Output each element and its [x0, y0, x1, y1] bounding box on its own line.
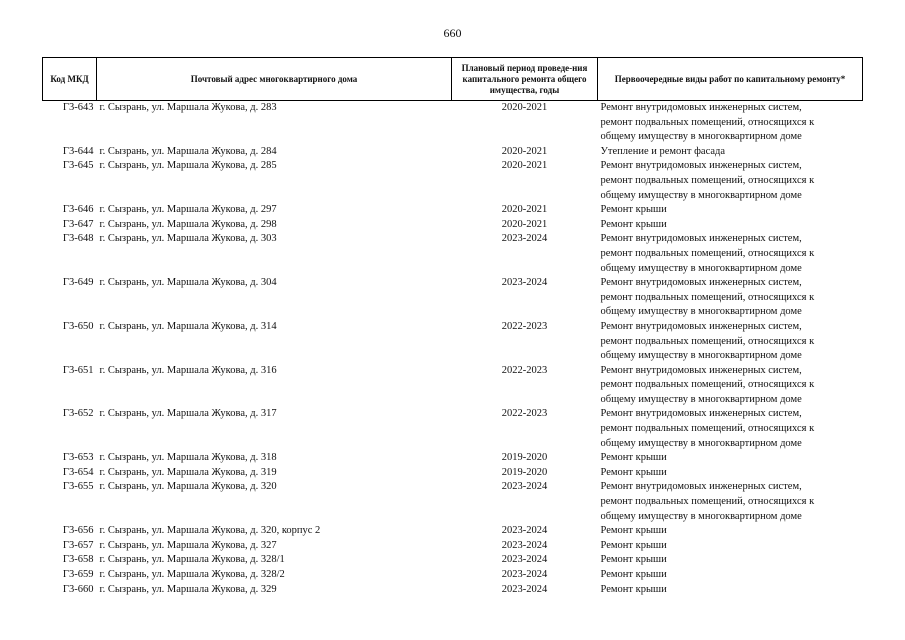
row-works — [598, 583, 863, 598]
row-period: 2020-2021 — [501, 102, 548, 113]
row-code: Г3-648 — [62, 233, 94, 245]
row-address: г. Сызрань, ул. Маршала Жукова, д. 320 — [99, 481, 277, 493]
works-line: общему имуществу в многоквартирном доме — [600, 189, 802, 201]
works-line: Ремонт крыши — [600, 452, 667, 464]
row-works — [598, 539, 863, 554]
table-row — [43, 218, 863, 233]
works-line: Ремонт крыши — [600, 466, 667, 478]
row-code: Г3-645 — [62, 160, 94, 172]
row-address: г. Сызрань, ул. Маршала Жукова, д. 317 — [99, 408, 277, 420]
works-line: Ремонт внутридомовых инженерных систем, — [600, 320, 802, 332]
works-line: ремонт подвальных помещений, относящихся к — [600, 291, 815, 303]
row-code: Г3-647 — [62, 218, 94, 230]
row-period: 2023-2024 — [501, 233, 548, 245]
header-works: Первоочередные виды работ по капитальному ремонту* — [598, 58, 863, 101]
row-code: Г3-652 — [62, 408, 94, 420]
table-body — [43, 101, 863, 598]
table-row — [43, 145, 863, 160]
row-code: Г3-650 — [62, 320, 94, 332]
table-row — [43, 203, 863, 218]
row-works — [598, 451, 863, 466]
row-code: Г3-644 — [62, 145, 94, 157]
row-address: г. Сызрань, ул. Маршала Жукова, д. 327 — [99, 539, 277, 551]
row-works — [598, 524, 863, 539]
row-period: 2023-2024 — [501, 481, 548, 493]
works-line: общему имуществу в многоквартирном доме — [600, 262, 802, 274]
capital-repair-table — [42, 57, 863, 597]
row-period: 2020-2021 — [501, 145, 548, 157]
row-period: 2022-2023 — [501, 320, 548, 332]
row-period: 2020-2021 — [501, 160, 548, 172]
row-address: г. Сызрань, ул. Маршала Жукова, д. 285 — [99, 160, 277, 172]
row-address: г. Сызрань, ул. Маршала Жукова, д. 314 — [99, 320, 277, 332]
table-row — [43, 159, 863, 203]
works-line: Ремонт внутридомовых инженерных систем, — [600, 160, 802, 172]
row-works — [598, 101, 863, 145]
row-works — [598, 568, 863, 583]
row-address: г. Сызрань, ул. Маршала Жукова, д. 328/1 — [99, 554, 285, 566]
row-works — [598, 276, 863, 320]
row-code: Г3-653 — [62, 452, 94, 464]
header-period: Плановый период проведе-ния капитального ремонта общего имущества, годы — [452, 58, 598, 101]
table-row — [43, 466, 863, 481]
row-works — [598, 203, 863, 218]
row-works — [598, 466, 863, 481]
header-address: Почтовый адрес многоквартирного дома — [97, 58, 452, 101]
works-line: ремонт подвальных помещений, относящихся к — [600, 423, 815, 435]
row-period: 2020-2021 — [501, 204, 548, 216]
works-line: Утепление и ремонт фасада — [600, 145, 726, 157]
works-line: общему имуществу в многоквартирном доме — [600, 437, 802, 449]
row-period: 2023-2024 — [501, 525, 548, 537]
works-line: Ремонт внутридомовых инженерных систем, — [600, 233, 802, 245]
row-address: г. Сызрань, ул. Маршала Жукова, д. 329 — [99, 583, 277, 595]
works-line: общему имуществу в многоквартирном доме — [600, 393, 802, 405]
table-row — [43, 276, 863, 320]
works-line: общему имуществу в многоквартирном доме — [600, 350, 802, 362]
works-line: ремонт подвальных помещений, относящихся к — [600, 174, 815, 186]
works-line: Ремонт крыши — [600, 525, 667, 537]
row-works — [598, 407, 863, 451]
row-works — [598, 364, 863, 408]
works-line: ремонт подвальных помещений, относящихся к — [600, 379, 815, 391]
works-line: общему имуществу в многоквартирном доме — [600, 306, 802, 318]
row-address: г. Сызрань, ул. Маршала Жукова, д. 283 — [99, 102, 277, 113]
row-code: Г3-659 — [62, 569, 94, 580]
row-period: 2022-2023 — [501, 364, 548, 376]
row-works — [598, 218, 863, 233]
row-period: 2020-2021 — [501, 218, 548, 230]
row-code: Г3-654 — [62, 466, 94, 478]
row-address: г. Сызрань, ул. Маршала Жукова, д. 284 — [99, 145, 277, 157]
row-period: 2023-2024 — [501, 277, 548, 289]
works-line: ремонт подвальных помещений, относящихся к — [600, 116, 815, 128]
table-row — [43, 583, 863, 598]
works-line: Ремонт внутридомовых инженерных систем, — [600, 481, 802, 493]
table-row — [43, 539, 863, 554]
row-works — [598, 159, 863, 203]
header-code: Код МКД — [43, 58, 97, 101]
works-line: ремонт подвальных помещений, относящихся к — [600, 247, 815, 259]
works-line: Ремонт крыши — [600, 569, 667, 580]
row-code: Г3-646 — [62, 204, 94, 216]
works-line: ремонт подвальных помещений, относящихся к — [600, 335, 815, 347]
row-period: 2023-2024 — [501, 583, 548, 595]
works-line: Ремонт внутридомовых инженерных систем, — [600, 277, 802, 289]
row-address: г. Сызрань, ул. Маршала Жукова, д. 328/2 — [99, 569, 285, 580]
row-code: Г3-655 — [62, 481, 94, 493]
row-address: г. Сызрань, ул. Маршала Жукова, д. 298 — [99, 218, 277, 230]
row-code: Г3-651 — [62, 364, 94, 376]
row-address: г. Сызрань, ул. Маршала Жукова, д. 318 — [99, 452, 277, 464]
row-address: г. Сызрань, ул. Маршала Жукова, д. 304 — [99, 277, 277, 289]
row-works — [598, 232, 863, 276]
row-address: г. Сызрань, ул. Маршала Жукова, д. 319 — [99, 466, 277, 478]
table-row — [43, 553, 863, 568]
works-line: Ремонт внутридомовых инженерных систем, — [600, 364, 802, 376]
works-line: общему имуществу в многоквартирном доме — [600, 510, 802, 522]
table-row — [43, 480, 863, 524]
works-line: Ремонт крыши — [600, 583, 667, 595]
works-line: Ремонт внутридомовых инженерных систем, — [600, 408, 802, 420]
works-line: Ремонт крыши — [600, 539, 667, 551]
row-period: 2023-2024 — [501, 569, 548, 580]
table-row — [43, 568, 863, 583]
row-works — [598, 553, 863, 568]
row-period: 2023-2024 — [501, 539, 548, 551]
works-line: Ремонт внутридомовых инженерных систем, — [600, 102, 802, 113]
table-row — [43, 101, 863, 145]
row-period: 2023-2024 — [501, 554, 548, 566]
row-period: 2019-2020 — [501, 466, 548, 478]
page-number: 660 — [443, 26, 462, 40]
row-address: г. Сызрань, ул. Маршала Жукова, д. 303 — [99, 233, 277, 245]
table-row — [43, 320, 863, 364]
row-works — [598, 480, 863, 524]
row-works — [598, 145, 863, 160]
row-code: Г3-658 — [62, 554, 94, 566]
works-line: Ремонт крыши — [600, 204, 667, 216]
row-period: 2019-2020 — [501, 452, 548, 464]
table-row — [43, 364, 863, 408]
row-code: Г3-660 — [62, 583, 94, 595]
row-works — [598, 320, 863, 364]
row-address: г. Сызрань, ул. Маршала Жукова, д. 320, корпус 2 — [99, 525, 321, 537]
row-code: Г3-657 — [62, 539, 94, 551]
table-row — [43, 524, 863, 539]
table-row — [43, 451, 863, 466]
table-row — [43, 407, 863, 451]
works-line: Ремонт крыши — [600, 554, 667, 566]
row-code: Г3-656 — [62, 525, 94, 537]
row-address: г. Сызрань, ул. Маршала Жукова, д. 297 — [99, 204, 277, 216]
works-line: Ремонт крыши — [600, 218, 667, 230]
works-line: ремонт подвальных помещений, относящихся к — [600, 496, 815, 508]
row-period: 2022-2023 — [501, 408, 548, 420]
row-code: Г3-649 — [62, 277, 94, 289]
table-header-row — [43, 58, 863, 101]
works-line: общему имуществу в многоквартирном доме — [600, 131, 802, 143]
row-address: г. Сызрань, ул. Маршала Жукова, д. 316 — [99, 364, 277, 376]
row-code: Г3-643 — [62, 102, 94, 113]
table-row — [43, 232, 863, 276]
